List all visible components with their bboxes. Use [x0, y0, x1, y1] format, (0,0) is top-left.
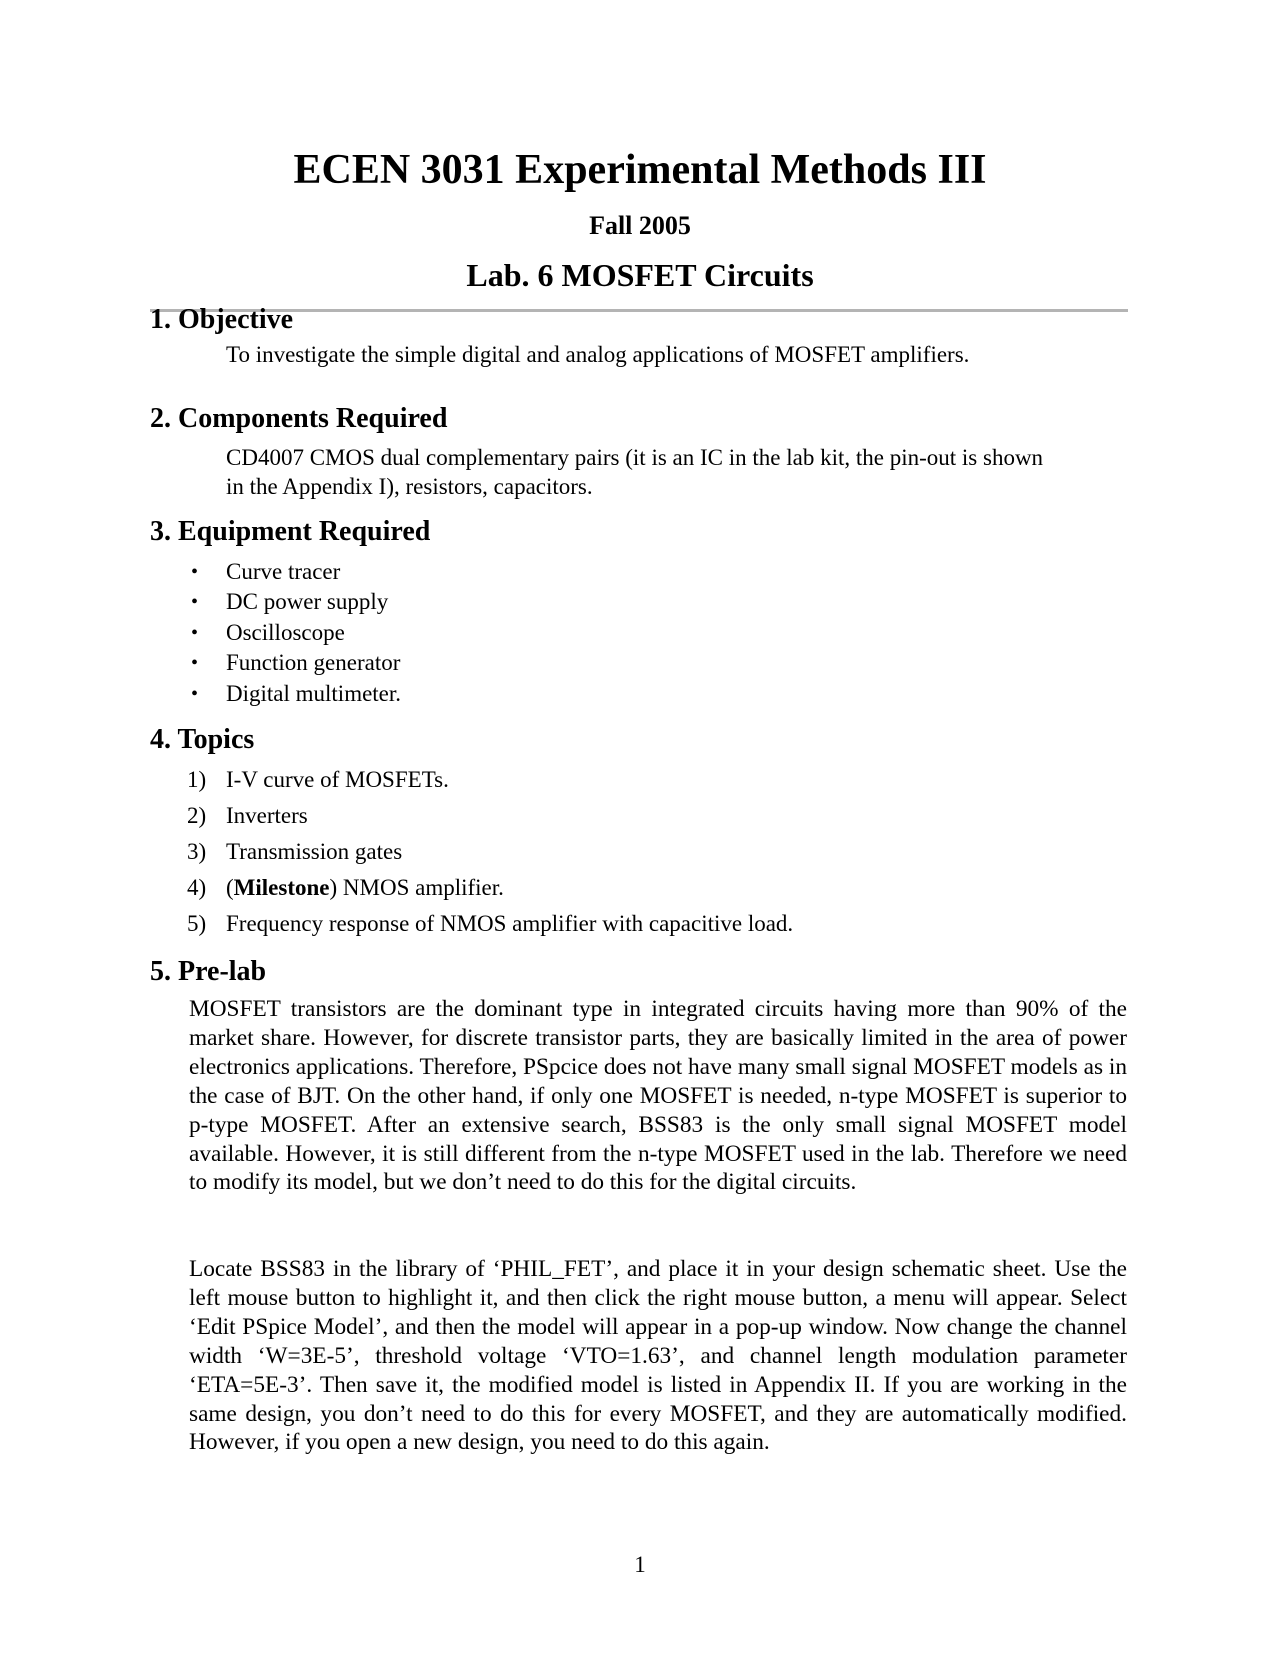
bullet-icon: • — [191, 683, 199, 705]
item-number: 3) — [187, 839, 207, 864]
milestone-rest: ) NMOS amplifier. — [329, 875, 504, 900]
document-title: ECEN 3031 Experimental Methods III — [293, 147, 987, 193]
title-divider — [150, 309, 1128, 312]
components-heading: 2. Components Required — [150, 403, 448, 434]
prelab-paragraph-1: MOSFET transistors are the dominant type in integrated circuits having more than 90% of the market share. However, for discrete transistor parts, they are basically limited in the area of power electronics applications. Therefore, PSpcice does not have many small signal MOSFET models as in the case of BJT. On the other hand, if only one MOSFET is needed, n-type MOSFET is superior to p-type MOSFET. After an extensive search, BSS83 is the only small signal MOSFET model available. However, it is still different from the n-type MOSFET used in the lab. Therefore we need to modify its model, but we don’t need to do this for the digital circuits. — [189, 996, 1127, 1196]
objective-heading: 1. Objective — [150, 304, 294, 335]
bullet-icon: • — [191, 591, 199, 613]
equipment-item-label: Oscilloscope — [226, 620, 345, 645]
term-subtitle: Fall 2005 — [589, 211, 691, 240]
equipment-item-label: Curve tracer — [226, 559, 341, 584]
prelab-heading: 5. Pre-lab — [150, 956, 267, 987]
components-text-line2: in the Appendix I), resistors, capacitors. — [226, 474, 593, 499]
item-number: 4) — [187, 875, 207, 900]
topic-text — [226, 874, 504, 902]
item-number: 2) — [187, 803, 207, 828]
milestone-paren: ( — [226, 875, 234, 900]
components-text-line1: CD4007 CMOS dual complementary pairs (it is an IC in the lab kit, the pin-out is shown — [226, 445, 1044, 470]
equipment-item-label: Function generator — [226, 650, 401, 675]
topic-text: I-V curve of MOSFETs. — [226, 767, 449, 792]
equipment-item-label: Digital multimeter. — [226, 681, 402, 706]
bullet-icon: • — [191, 561, 199, 583]
page-number: 1 — [634, 1552, 646, 1577]
topic-text: Inverters — [226, 803, 308, 828]
item-number: 1) — [187, 767, 207, 792]
lab-title: Lab. 6 MOSFET Circuits — [466, 257, 814, 293]
bullet-icon: • — [191, 622, 199, 644]
objective-text: To investigate the simple digital and analog applications of MOSFET amplifiers. — [226, 342, 970, 367]
topics-heading: 4. Topics — [150, 724, 255, 755]
milestone-label: Milestone — [233, 875, 330, 900]
prelab-paragraph-2: Locate BSS83 in the library of ‘PHIL_FET’, and place it in your design schematic sheet. Use the left mouse button to highlight it, and then click the right mouse button, a menu will appear. Select ‘Edit PSpice Model’, and then the model will appear in a pop-up window. Now change the channel width ‘W=3E-5’, threshold voltage ‘VTO=1.63’, and channel length modulation parameter ‘ETA=5E-3’. Then save it, the modified model is listed in Appendix II. If you are working in the same design, you don’t need to do this for every MOSFET, and they are automatically modified. However, if you open a new design, you need to do this again. — [189, 1256, 1127, 1456]
topic-text: Frequency response of NMOS amplifier with capacitive load. — [226, 911, 794, 936]
item-number: 5) — [187, 911, 207, 936]
equipment-heading: 3. Equipment Required — [150, 516, 431, 547]
topic-text: Transmission gates — [226, 839, 403, 864]
equipment-item-label: DC power supply — [226, 589, 389, 614]
bullet-icon: • — [191, 652, 199, 674]
